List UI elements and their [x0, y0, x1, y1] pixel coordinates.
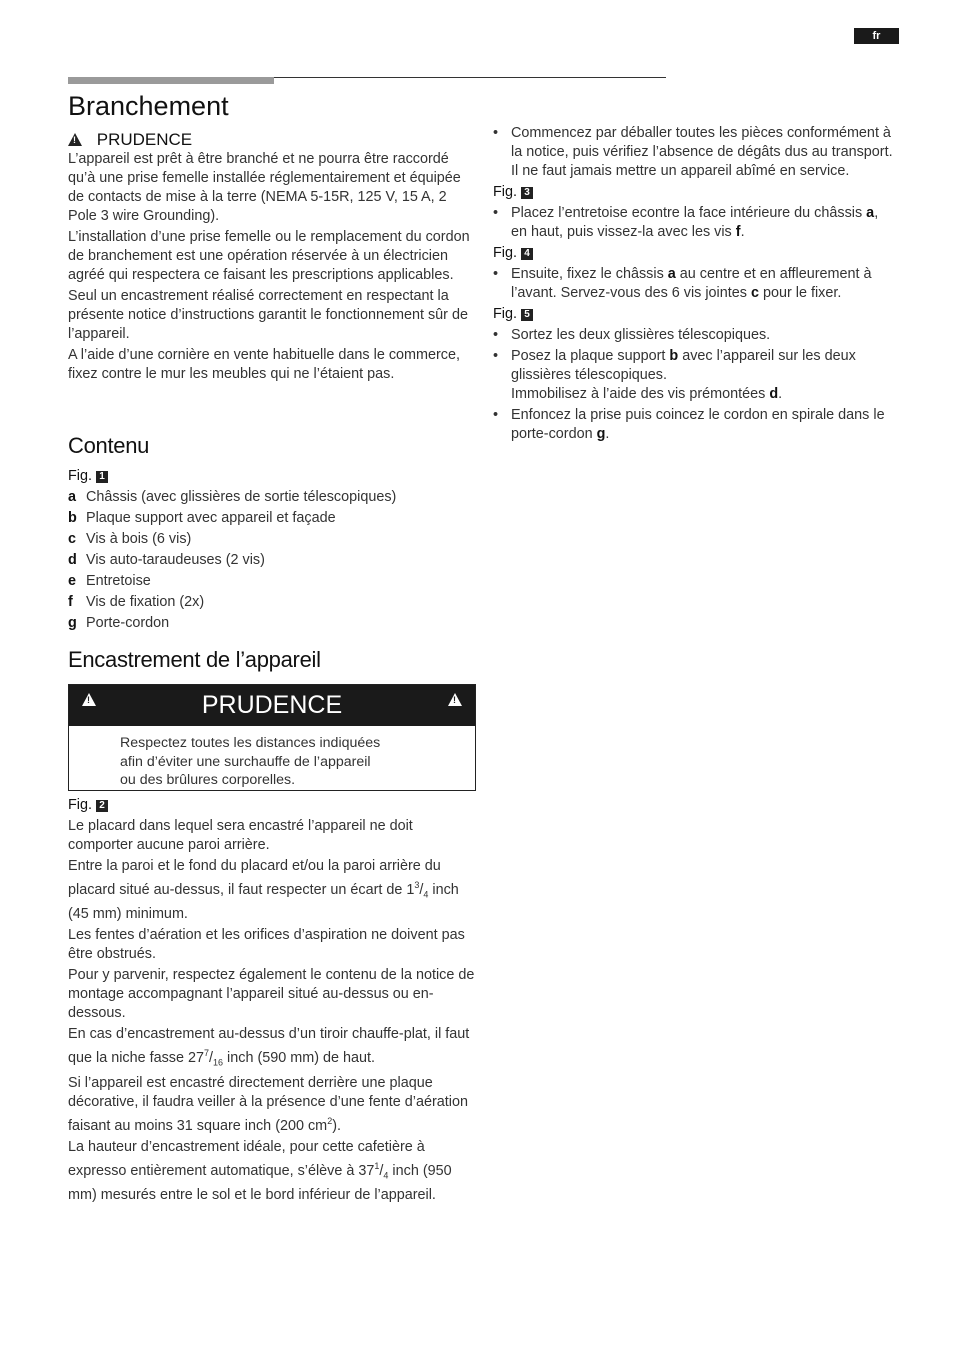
- branchement-body: [68, 150, 476, 386]
- right-column: [493, 124, 898, 446]
- paragraph: L’appareil est prêt à être branché et ne pourra être raccordé qu’à une prise femelle installée réglementairement et équipée de contacts de mise à la terre (NEMA 5-15R, 125 V, 15 A, 2 Pole 3 wire Grounding).: [68, 151, 461, 224]
- item-letter: f: [68, 594, 73, 610]
- paragraph: Le placard dans lequel sera encastré l’appareil ne doit comporter aucune paroi arrière.: [68, 818, 413, 853]
- header-accent-bar: [68, 77, 274, 84]
- item-letter: e: [68, 573, 77, 589]
- fig-label: Fig.: [68, 468, 92, 484]
- item-text: Porte-cordon: [86, 615, 170, 631]
- bullet-item: • Enfoncez la prise puis coincez le cordon en spirale dans le porte-cordon g.: [493, 406, 898, 444]
- warning-header: [69, 685, 475, 726]
- item-text: Vis de fixation (2x): [86, 594, 205, 610]
- item-text: Plaque support avec appareil et façade: [86, 510, 336, 526]
- section-title-branchement: Branchement: [68, 91, 229, 121]
- fig-number: 2: [96, 800, 108, 812]
- fig-number: 1: [96, 471, 108, 483]
- bullet-item: • Sortez les deux glissières télescopiques.: [493, 326, 898, 345]
- warning-title: PRUDENCE: [201, 691, 343, 719]
- section-title-encastrement: Encastrement de l’appareil: [68, 647, 321, 672]
- paragraph: En cas d’encastrement au-dessus d’un tiroir chauffe-plat, il faut que la niche fasse $27^7/_{16}$ inch (590 mm) de haut.: [68, 1025, 470, 1068]
- contents-list: [68, 487, 478, 634]
- list-item: [68, 571, 478, 592]
- list-item: [68, 592, 478, 613]
- prudence-text: PRUDENCE: [96, 130, 193, 149]
- figure-ref-3: Fig. 3: [493, 183, 898, 202]
- figure-ref-5: Fig. 5: [493, 305, 898, 324]
- paragraph: Pour y parvenir, respectez également le contenu de la notice de montage accompagnant l’appareil situé au-dessus ou en-dessous.: [68, 966, 475, 1021]
- paragraph: Entre la paroi et le fond du placard et/ou la paroi arrière du placard situé au-dessus, il faut respecter un écart de $1^3/_4$ inch (45 mm) minimum.: [68, 858, 459, 922]
- warning-line: ou des brûlures corporelles.: [120, 772, 296, 788]
- paragraph: Si l’appareil est encastré directement derrière une plaque décorative, il faudra veiller à la présence d’une fente d’aération faisant au moins 31 square inch (200 $cm^2$).: [68, 1075, 468, 1135]
- list-item: [68, 529, 478, 550]
- item-text: Vis auto-taraudeuses (2 vis): [86, 552, 265, 568]
- paragraph: A l’aide d’une cornière en vente habituelle dans le commerce, fixez contre le mur les meubles qui ne l’étaient pas.: [68, 347, 460, 382]
- bullet-item: • Posez la plaque support b avec l’appareil sur les deux glissières télescopiques. Immobilisez à l’aide des vis prémontées d.: [493, 347, 898, 404]
- paragraph: Les fentes d’aération et les orifices d’aspiration ne doivent pas être obstrués.: [68, 926, 465, 962]
- bullet-item: • Placez l’entretoise econtre la face intérieure du châssis a, en haut, puis vissez-la avec les vis f.: [493, 204, 898, 242]
- figure-ref-4: Fig. 4: [493, 244, 898, 263]
- list-item: [68, 487, 478, 508]
- section-title-contenu: Contenu: [68, 433, 150, 458]
- bullet-item: • Ensuite, fixez le châssis a au centre et en affleurement à l’avant. Servez-vous des 6 vis jointes c pour le fixer.: [493, 265, 898, 303]
- encastrement-body: [68, 817, 476, 1207]
- list-item: [68, 550, 478, 571]
- paragraph: La hauteur d’encastrement idéale, pour cette cafetière à expresso entièrement automatique, s’élève à $37^1/_4$ inch (950 mm) mesurés entre le sol et le bord inférieur de l’appareil.: [68, 1139, 452, 1203]
- item-text: Entretoise: [86, 573, 151, 589]
- list-item: [68, 613, 478, 634]
- warning-body: [69, 726, 475, 790]
- list-item: [68, 508, 478, 529]
- item-letter: c: [68, 531, 77, 547]
- item-letter: a: [68, 489, 77, 505]
- figure-ref-2: [68, 797, 108, 813]
- item-text: Châssis (avec glissières de sortie télescopiques): [86, 489, 397, 505]
- paragraph: L’installation d’une prise femelle ou le remplacement du cordon de branchement est une opération réservée à un électricien agréé qui respectera ce faisant les prescriptions applicables.: [68, 229, 470, 283]
- warning-line: Respectez toutes les distances indiquées: [120, 735, 381, 751]
- item-letter: g: [68, 615, 77, 631]
- warning-icon: [68, 133, 82, 146]
- warning-line: afin d’éviter une surchauffe de l’appareil: [120, 753, 371, 770]
- warning-box: [68, 684, 476, 791]
- bullet-item: • Commencez par déballer toutes les pièces conformément à la notice, puis vérifiez l’absence de dégâts dus au transport. Il ne faut jamais mettre un appareil abîmé en service.: [493, 124, 898, 181]
- item-letter: b: [68, 510, 77, 526]
- item-letter: d: [68, 552, 77, 568]
- warning-icon: [82, 693, 96, 706]
- warning-icon: [448, 693, 462, 706]
- fig-label: Fig.: [68, 797, 92, 813]
- language-badge: fr: [854, 28, 899, 44]
- prudence-label: [68, 130, 192, 150]
- figure-ref-1: [68, 468, 108, 484]
- paragraph: Seul un encastrement réalisé correctement en respectant la présente notice d’instructions garantit le fonctionnement sûr de l’appareil.: [68, 288, 468, 342]
- item-text: Vis à bois (6 vis): [86, 531, 192, 547]
